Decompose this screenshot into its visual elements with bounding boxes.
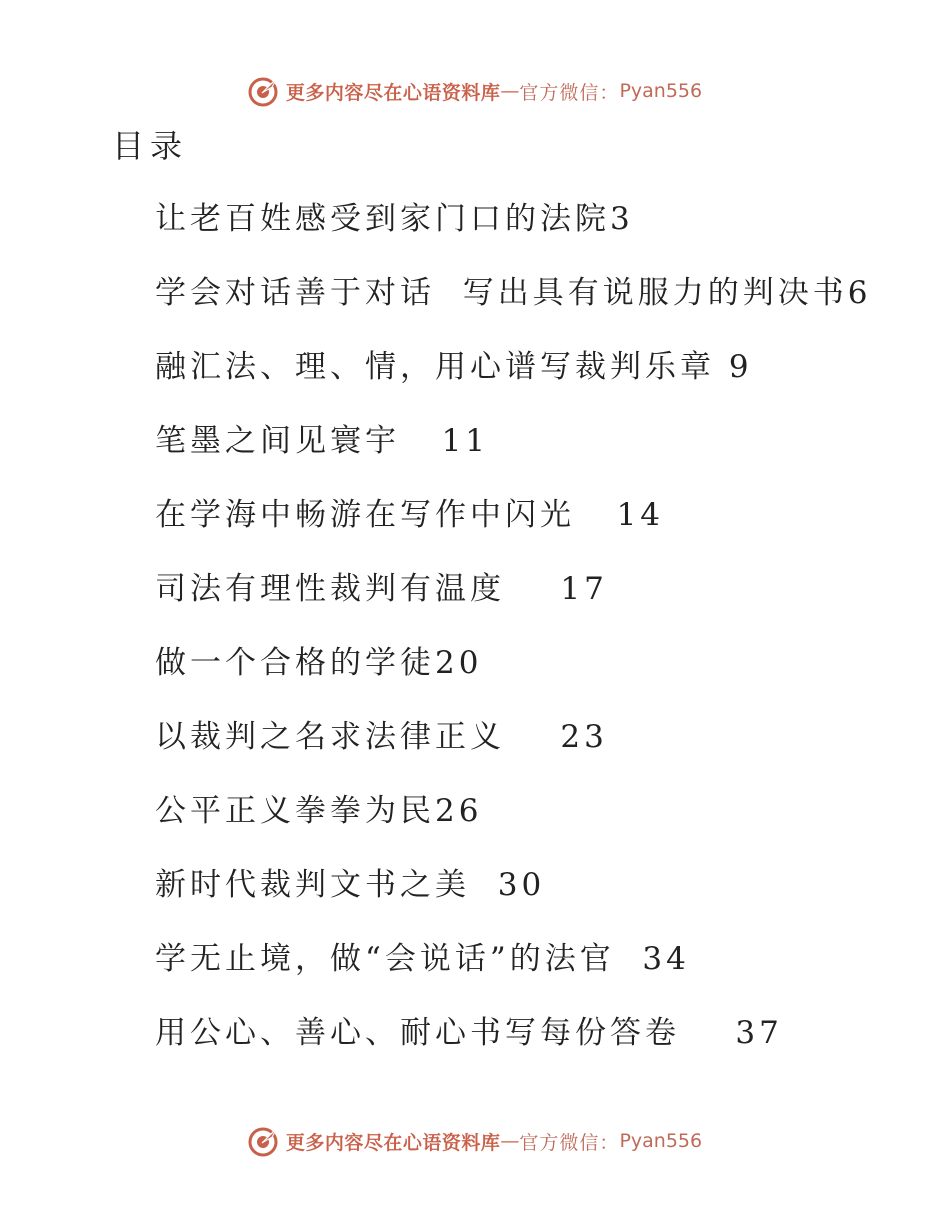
- toc-item-title: 新时代裁判文书之美: [155, 867, 470, 903]
- toc-item: [155, 418, 915, 492]
- toc-item: [155, 936, 915, 1010]
- toc-item-spacer: [470, 867, 498, 903]
- toc-item: [155, 862, 915, 936]
- toc-item-spacer: [615, 941, 643, 977]
- watermark-wechat-id: Pyan556: [619, 80, 703, 102]
- toc-item: [155, 492, 915, 566]
- watermark-text: 更多内容尽在心语资料库: [285, 1131, 501, 1154]
- toc-item-title: 学无止境，做“会说话”的法官: [155, 941, 615, 977]
- quill-logo-icon: [248, 1125, 280, 1157]
- toc-item-title: 在学海中畅游在写作中闪光: [155, 497, 575, 533]
- toc-item-page: 6: [847, 275, 872, 311]
- watermark-wechat-id: Pyan556: [619, 1130, 703, 1152]
- watermark-separator: —: [500, 80, 520, 102]
- toc-item-page: 3: [610, 201, 634, 237]
- toc-item: [155, 714, 915, 788]
- footer-watermark: [0, 1121, 950, 1161]
- toc-item-page: 14: [616, 497, 665, 533]
- toc-item-page: 26: [435, 793, 483, 829]
- toc-item-page: 37: [735, 1015, 783, 1051]
- toc-item-title: 融汇法、理、情，用心谱写裁判乐章: [155, 349, 715, 385]
- toc-item-title: 用公心、善心、耐心书写每份答卷: [155, 1015, 680, 1051]
- toc-item: [155, 788, 915, 862]
- toc-item: [155, 196, 915, 270]
- toc-item: [155, 270, 915, 344]
- toc-item-title: 公平正义拳拳为民: [155, 793, 435, 829]
- toc-item-title: 做一个合格的学徒: [155, 645, 435, 681]
- header-watermark: [0, 71, 950, 111]
- watermark-wechat-label: 官方微信：: [519, 81, 620, 104]
- toc-item: [155, 1010, 915, 1084]
- toc-item-page: 30: [497, 867, 546, 903]
- toc-item: [155, 344, 915, 418]
- toc-item-spacer: [575, 497, 617, 533]
- toc-title: 目录: [112, 127, 189, 165]
- toc-item-page: 17: [560, 571, 608, 607]
- toc-item-spacer: [400, 423, 442, 459]
- toc-item-title: 以裁判之名求法律正义: [155, 719, 505, 755]
- toc-item-title: 让老百姓感受到家门口的法院: [155, 201, 610, 237]
- toc-item-page: 11: [441, 423, 490, 459]
- toc-item: [155, 566, 915, 640]
- toc-item-page: 9: [728, 349, 753, 385]
- toc-item: [155, 640, 915, 714]
- quill-logo-icon: [248, 75, 280, 107]
- watermark-separator: —: [500, 1130, 520, 1152]
- toc-item-spacer: [715, 349, 729, 385]
- watermark-wechat-label: 官方微信：: [519, 1131, 620, 1154]
- toc-list: [155, 196, 915, 1084]
- toc-item-title: 司法有理性裁判有温度: [155, 571, 505, 607]
- toc-item-page: 20: [435, 645, 483, 681]
- toc-item-page: 34: [642, 941, 690, 977]
- watermark-text: 更多内容尽在心语资料库: [285, 81, 501, 104]
- toc-item-spacer: [505, 719, 560, 755]
- toc-item-spacer: [680, 1015, 735, 1051]
- toc-item-page: 23: [560, 719, 608, 755]
- toc-item-title: 学会对话善于对话 写出具有说服力的判决书: [155, 275, 848, 311]
- toc-item-title: 笔墨之间见寰宇: [155, 423, 400, 459]
- toc-item-spacer: [505, 571, 560, 607]
